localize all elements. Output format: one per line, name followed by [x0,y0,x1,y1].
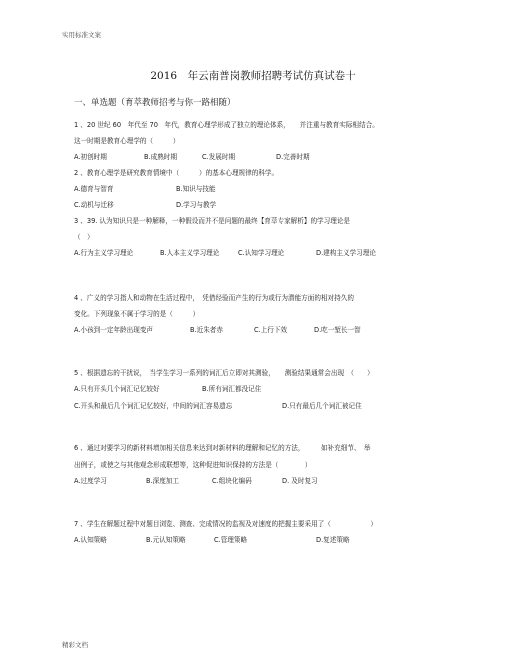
question-4-option-b: B.近朱者赤 [190,326,223,334]
question-5-option-b: B.所有词汇都没记住 [202,385,262,393]
question-6-line-2: 出例子，或使之与其他观念形成联想等，这种促进知识保持的方法是（ ） [74,461,312,469]
exam-title: 2016 年云南普岗教师招聘考试仿真试卷十 [150,70,356,82]
question-3-option-a: A.行为主义学习理论 [74,249,134,257]
question-3-line-1: 3 、39. 认为知识只是一种解释，一种假设而并不是问题的最终【育萃专家解析】的学习理论是 [74,217,351,225]
question-6-line-1: 6 、通过对要学习的新材料增加相关信息来达到对新材料的理解和记忆的方法， 如补充细节、 举 [74,444,371,452]
question-7-option-a: A.认知策略 [74,536,107,544]
question-5-option-d: D.只有最后几个词汇被记住 [282,402,362,410]
question-2-option-c: C.动机与迁移 [74,201,114,209]
question-5-option-c: C.开头和最后几个词汇记忆较好，中间的词汇容易遗忘 [74,402,233,410]
page-footer: 精彩文档 [62,641,88,649]
question-5-line-1: 5 、根据遗忘的干扰说， 当学生学习一系列的词汇后立即对其测验， 测验结果通常会出现 （ ） [74,369,374,377]
question-5-option-a: A.只有开头几个词汇记忆较好 [74,385,160,393]
question-1-line-2: 这一时期是教育心理学的（ ） [74,137,180,145]
question-2-option-b: B.知识与技能 [176,185,216,193]
question-3-option-d: D.建构主义学习理论 [316,249,376,257]
question-4-option-d: D.吃一堑长一智 [314,326,361,334]
question-1-line-1: 1 、20 世纪 60 年代至 70 年代，教育心理学形成了独立的理论体系， 并注重与教育实际相结合。 [74,121,379,129]
question-4-option-a: A.小孩到一定年龄出现变声 [74,326,154,334]
question-7-option-b: B.元认知策略 [146,536,186,544]
question-6-option-a: A.过度学习 [74,477,107,485]
question-3-line-2: （ ） [74,233,94,241]
question-1-option-b: B.成熟时期 [144,153,177,161]
question-7-line-1: 7 、学生在解题过程中对题目浏览、测查、完成情况的监视及对速度的把握主要采用了（ ） [74,520,378,528]
question-4-line-1: 4 、广义的学习指人和动物在生活过程中， 凭借经验而产生的行为或行为潜能方面的相对持久的 [74,294,354,302]
question-1-option-c: C.发展时期 [202,153,236,161]
question-1-option-a: A.初创时期 [74,153,107,161]
page-header: 实用标准文案 [62,31,101,39]
question-4-line-2: 变化。下列现象不属于学习的是（ ） [74,310,200,318]
question-2-option-a: A.德育与智育 [74,185,114,193]
question-6-option-d: D. 及时复习 [282,477,318,485]
question-2-line-1: 2 、教育心理学是研究教育情境中（ ）的基本心理规律的科学。 [74,169,279,177]
question-1-option-d: D.完善时期 [276,153,310,161]
question-3-option-b: B.人本主义学习理论 [160,249,220,257]
section-heading: 一、单选题（育萃教师招考与你一路相随） [74,98,236,108]
question-7-option-c: C.管理策略 [214,536,248,544]
question-4-option-c: C.上行下效 [254,326,288,334]
question-2-option-d: D.学习与教学 [176,201,217,209]
question-6-option-b: B.深度加工 [146,477,179,485]
question-3-option-c: C.认知学习理论 [238,249,285,257]
question-7-option-d: D.复述策略 [316,536,350,544]
question-6-option-c: C.组块化编码 [212,477,252,485]
